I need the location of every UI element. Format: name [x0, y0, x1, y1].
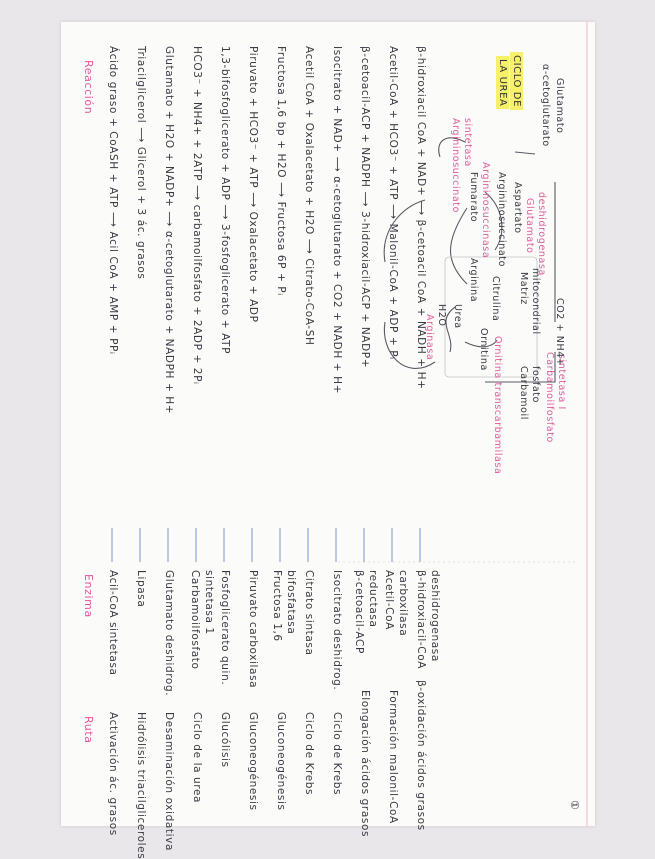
- enzyme-4a: Carbamoilfosfato: [189, 570, 201, 670]
- arginina-label: Arginina: [468, 258, 479, 303]
- reaction-7: Fructosa 1,6 bp + H2O ⟶ Fructosa 6P + Pᵢ: [275, 46, 287, 296]
- enzyme-10b: reductasa: [367, 570, 379, 628]
- reaction-12: β-hidroxiacil CoA + NAD+ ⟶ β-cetoacil CoA + NADH + H+: [415, 46, 427, 390]
- enzyme-11a: Acetil-CoA: [383, 570, 395, 630]
- rotated-content: [61, 22, 595, 859]
- route-11: Formación malonil-CoA: [387, 690, 399, 824]
- enzyme-7a: Fructosa 1,6: [271, 570, 283, 642]
- route-12: β-oxidación ácidos grasos: [415, 680, 427, 831]
- enzyme-1: Acil-CoA sintetasa: [107, 570, 119, 676]
- reaction-5: 1,3-bifosfoglicerato + ADP ⟶ 3-fosfoglicerato + ATP: [219, 46, 231, 354]
- arrow-argininosucc-arginina: [451, 208, 468, 284]
- enzyme-7b: bifosfatasa: [285, 570, 297, 635]
- enzyme-11b: carboxilasa: [397, 570, 409, 637]
- ornitina-label: Ornitina: [478, 328, 489, 371]
- route-2: Hidrólisis triacilgliceroles: [135, 712, 147, 859]
- header-reaction: Reacción: [82, 60, 95, 115]
- akg-label: α-cetoglutarato: [540, 64, 551, 147]
- argininosucc-sintetasa-label-1: Argininosuccinato: [450, 118, 461, 214]
- urea-title-line2: LA UREA: [496, 56, 509, 109]
- glutamato-label: Glutamato: [554, 78, 565, 134]
- gdh-label-1: Glutamato: [524, 198, 535, 254]
- arrow-akg: [515, 152, 535, 154]
- reaction-4: HCO3⁻ + NH4+ + 2ATP ⟶ carbamoilfosfato + 2ADP + 2Pᵢ: [191, 46, 203, 385]
- carbamoil-label-1: Carbamoil: [518, 366, 529, 420]
- argininosuccinato-label: Argininosuccinato: [496, 172, 507, 268]
- route-4: Ciclo de la urea: [191, 712, 203, 804]
- notebook-page: [61, 22, 595, 859]
- route-3: Desaminación oxidativa: [163, 712, 175, 852]
- enzyme-3: Glutamato deshidrog.: [163, 570, 175, 697]
- enzyme-8: Citrato sintasa: [303, 570, 315, 656]
- fumarato-label: Fumarato: [468, 172, 479, 223]
- route-6: Gluconeogénesis: [247, 712, 259, 811]
- reaction-1: Ácido graso + CoASH + ATP ⟶ Acil CoA + AMP + PPᵢ: [107, 46, 119, 355]
- route-9: Ciclo de Krebs: [331, 712, 343, 796]
- urea-title-line1: CICLO DE: [510, 52, 523, 110]
- matriz-label-2: mitocondrial: [530, 268, 541, 335]
- carbamoil-label-2: fosfato: [530, 366, 541, 404]
- citrulina-label: Citrulina: [490, 276, 501, 322]
- reaction-3: Glutamato + H2O + NADP+ ⟶ α-cetoglutarato + NADPH + H+: [163, 46, 175, 415]
- reaction-2: Triacilglicerol ⟶ Glicerol + 3 ác. grasos: [135, 46, 147, 280]
- route-5: Glucólisis: [219, 712, 231, 768]
- enzyme-9: Isocitrato deshidrog.: [331, 570, 343, 691]
- h2o-label: H2O: [436, 304, 447, 327]
- route-1: Activación ác. grasos: [107, 712, 119, 836]
- argininosuccinasa-label: Argininosuccinasa: [480, 162, 491, 259]
- header-route: Ruta: [82, 716, 95, 744]
- reaction-6: Piruvato + HCO3⁻ + ATP ⟶ Oxalacetato + ADP: [247, 46, 259, 323]
- enzyme-12b: deshidrogenasa: [429, 570, 441, 662]
- urea-cycle-arrows: [61, 22, 595, 826]
- ornitina-transcarbamilasa-label: Ornitina transcarbamilasa: [492, 336, 503, 475]
- cps-label-1: Carbamoilfosfato: [544, 352, 555, 443]
- matriz-label-1: Matriz: [518, 272, 529, 305]
- enzyme-6: Piruvato carboxilasa: [247, 570, 259, 689]
- aspartato-label: Aspartato: [512, 182, 523, 234]
- reaction-11: Acetil-CoA + HCO3⁻ + ATP ⟶ Malonil-CoA + ADP + Pᵢ: [387, 46, 399, 360]
- reaction-9: Isocitrato + NAD+ ⟶ α-cetoglutarato + CO2 + NADH + H+: [331, 46, 343, 394]
- page-number: ①: [568, 800, 581, 811]
- reaction-8: Acetil CoA + Oxalacetato + H2O ⟶ Citrato-CoA-SH: [303, 46, 315, 346]
- route-10: Elongación ácidos grasos: [359, 690, 371, 838]
- arrow-citrulina-argininosucc: [384, 200, 425, 262]
- enzyme-4b: sintetasa 1: [203, 570, 215, 635]
- enzyme-2: Lipasa: [135, 570, 147, 608]
- header-enzyme: Enzima: [82, 574, 95, 618]
- argininosucc-sintetasa-label-2: sintetasa: [462, 118, 473, 167]
- co2-nh4-label: CO2 + NH4+: [554, 298, 565, 367]
- route-8: Ciclo de Krebs: [303, 712, 315, 796]
- urea-label: Urea: [452, 304, 463, 329]
- enzyme-10a: β-cetoacil-ACP: [353, 570, 365, 654]
- arginasa-label: Arginasa: [424, 314, 435, 361]
- cps-label-2: sintetasa I: [556, 354, 567, 410]
- reaction-10: β-cetoacil-ACP + NADPH ⟶ 3-hidroxiacil-ACP + NADP+: [359, 46, 371, 369]
- enzyme-12a: β-hidroxiacil-CoA: [415, 570, 427, 670]
- gdh-label-2: deshidrogenasa: [536, 192, 547, 276]
- route-7: Gluconeogénesis: [275, 712, 287, 811]
- enzyme-5: Fosfoglicerato quin.: [219, 570, 231, 686]
